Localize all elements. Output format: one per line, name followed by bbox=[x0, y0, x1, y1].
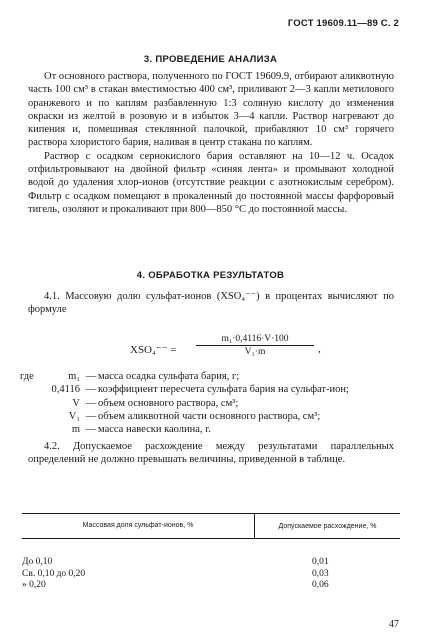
section-3-paragraph-1: От основного раствора, полученного по ГОСТ 19609.9, отбирают аликвотную часть 100 см³ в стакан вместимостью 400 см³, приливают 2—3 капли метилового оранжевого и по каплям разбавленную 1:3 соляную кислоту до изменения окраски из желтой в розовую и в избыток 3—4 капли. Раствор нагревают до кипения и, помешивая стеклянной палочкой, прибавляют 10 см³ горячего раствора хлористого бария, наливая в центр стакана по каплям. bbox=[28, 71, 394, 149]
definition-row bbox=[20, 370, 400, 383]
table-cell-mass-fraction: До 0,10 bbox=[22, 557, 53, 567]
definition-dash: — bbox=[85, 397, 97, 409]
section-4-intro bbox=[28, 290, 394, 317]
definition-dash: — bbox=[85, 410, 97, 422]
table-header-tolerance: Допускаемое расхождение, % bbox=[278, 522, 377, 530]
definition-text: коэффициент пересчета сульфата бария на сульфат-ион; bbox=[98, 384, 349, 396]
table-row bbox=[22, 557, 400, 569]
table-cell-tolerance: 0,03 bbox=[312, 568, 329, 579]
formula-numerator: m₁·0,4116·V·100 bbox=[196, 334, 314, 346]
definition-row bbox=[20, 397, 400, 410]
table-row bbox=[22, 580, 400, 592]
table-header-mass-fraction: Массовая доля сульфат-ионов, % bbox=[22, 514, 255, 538]
definition-lead: где bbox=[20, 371, 34, 382]
section-4-paragraph-2: 4.2. Допускаемое расхождение между результатами параллельных определений не должно превышать величины, приведенной в таблице. bbox=[28, 441, 394, 466]
definition-row bbox=[20, 410, 400, 423]
definition-lead bbox=[20, 397, 40, 410]
table-cell-mass-fraction: Св. 0,10 до 0,20 bbox=[22, 568, 86, 579]
table-cell-tolerance: 0,01 bbox=[312, 557, 329, 567]
definition-row bbox=[20, 423, 400, 436]
definition-dash: — bbox=[85, 371, 97, 382]
table-cell-mass-fraction: » 0,20 bbox=[22, 580, 46, 590]
definition-text: объем аликвотной части основного раствора, см³; bbox=[98, 410, 321, 422]
page-header: ГОСТ 19609.11—89 С. 2 bbox=[287, 18, 399, 29]
page-number: 47 bbox=[389, 619, 399, 630]
table-row bbox=[22, 569, 400, 581]
definition-dash: — bbox=[85, 424, 97, 436]
definition-text: масса осадка сульфата бария, г; bbox=[98, 371, 240, 382]
definition-symbol: 0,4116 bbox=[51, 384, 80, 396]
section-3-paragraph-2: Раствор с осадком сернокислого бария оставляют на 10—12 ч. Осадок отфильтровывают на двойной фильтр «синяя лента» и промывают холодной водой до удаления хлор-ионов (отсутствие реакции с азотнокислым серебром). Фильтр с осадком помещают в прокаленный до постоянной массы фарфоровый тигель, озоляют и прокаливают при 800—850 °С до постоянной массы. bbox=[28, 150, 394, 215]
definition-symbol: V₁ bbox=[68, 410, 80, 422]
formula-definitions bbox=[20, 370, 400, 436]
table-header bbox=[22, 514, 400, 538]
definition-text: объем основного раствора, см³; bbox=[98, 397, 239, 409]
section-3-text bbox=[28, 70, 394, 216]
definition-row bbox=[20, 383, 400, 396]
definition-symbol: m bbox=[71, 424, 80, 436]
section-3-title: 3. ПРОВЕДЕНИЕ АНАЛИЗА bbox=[143, 54, 278, 65]
definition-lead bbox=[20, 410, 40, 423]
tolerance-table bbox=[22, 513, 400, 592]
formula-trail: , bbox=[318, 343, 321, 355]
definition-dash: — bbox=[85, 384, 97, 396]
definition-symbol: m₁ bbox=[68, 371, 80, 382]
formula-denominator: V₁·m bbox=[244, 347, 266, 357]
definition-lead bbox=[20, 383, 40, 396]
section-4-title: 4. ОБРАБОТКА РЕЗУЛЬТАТОВ bbox=[136, 270, 285, 281]
table-header-rule bbox=[22, 538, 400, 539]
formula-lhs: XSO₄⁻⁻ = bbox=[130, 344, 177, 356]
formula-fraction bbox=[196, 334, 314, 357]
sulfate-formula bbox=[130, 334, 330, 366]
definition-symbol: V bbox=[72, 397, 80, 409]
definition-lead bbox=[20, 423, 40, 436]
table-cell-tolerance: 0,06 bbox=[312, 580, 329, 590]
table-body bbox=[22, 557, 400, 592]
definition-text: масса навески каолина, г. bbox=[98, 424, 211, 436]
section-4-paragraph-1: 4.1. Массовую долю сульфат-ионов (XSO₄⁻⁻) в процентах вычисляют по формуле bbox=[28, 291, 394, 316]
section-4-clause-2 bbox=[28, 440, 394, 467]
